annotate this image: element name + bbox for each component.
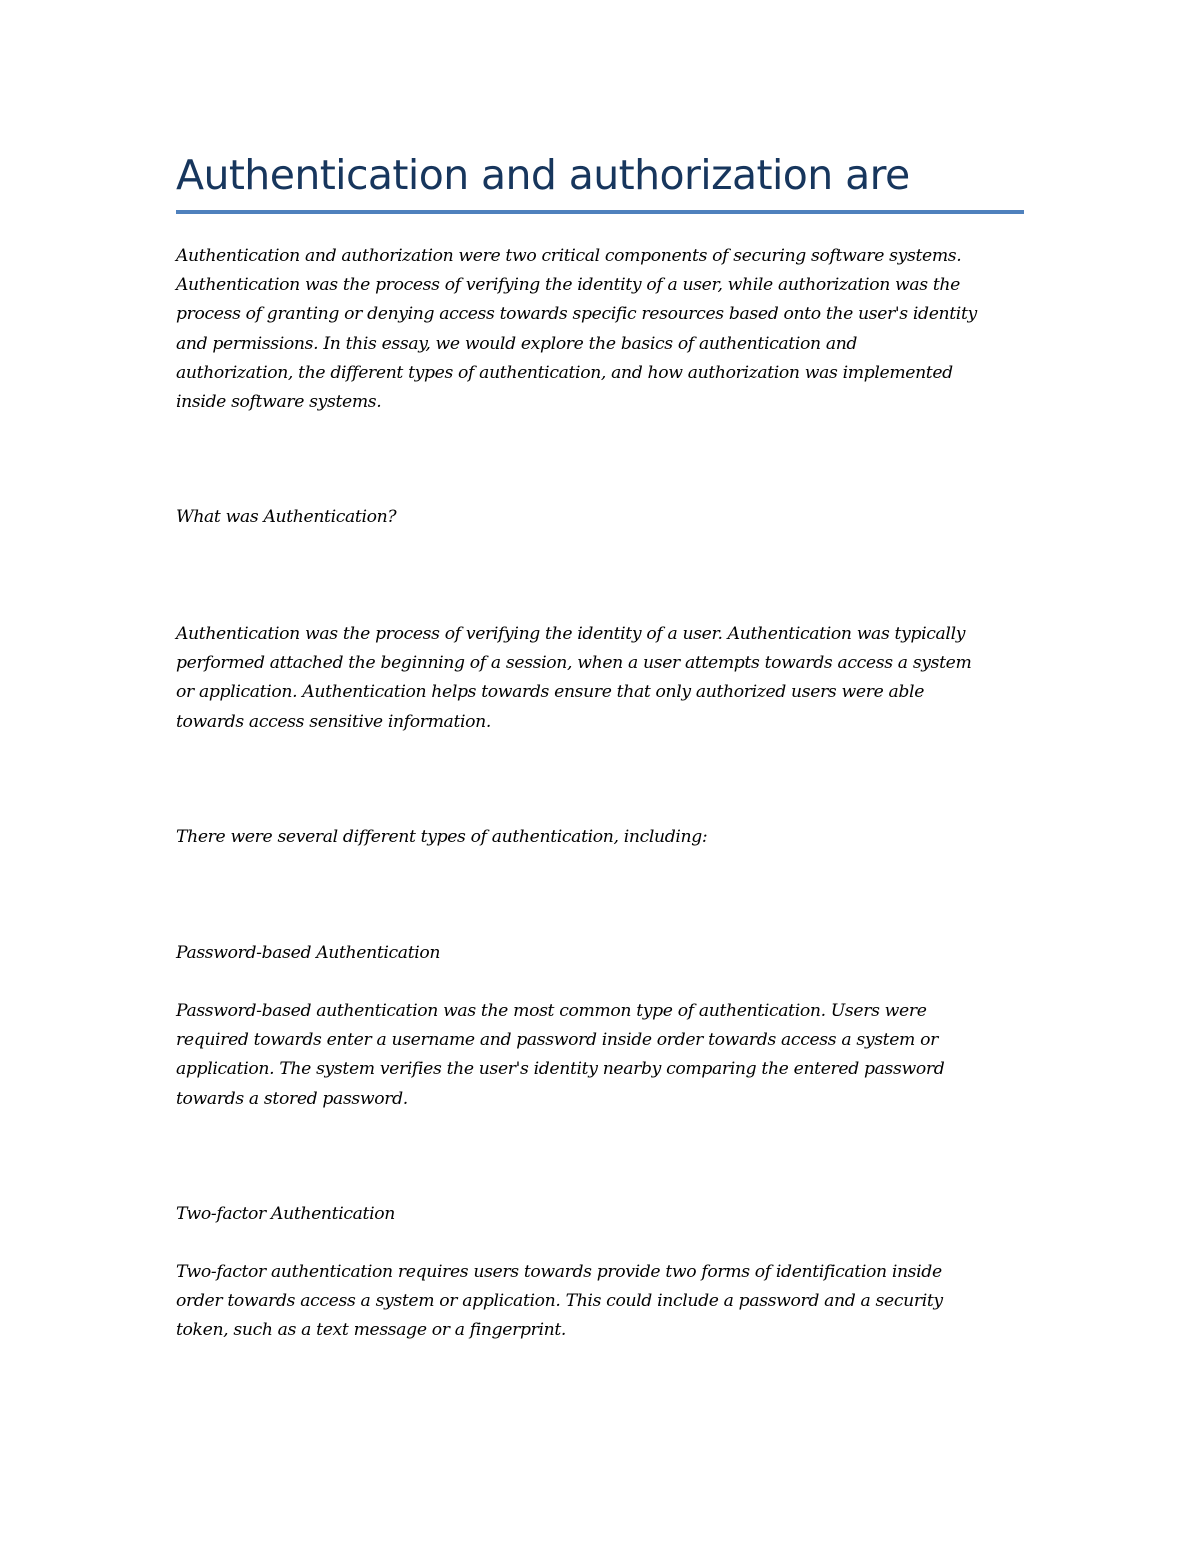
intro-line: authorization, the different types of authentication, and how authorization was implemented: [176, 362, 953, 383]
intro-line: inside software systems.: [176, 392, 382, 413]
password-auth-line: towards a stored password.: [176, 1088, 408, 1109]
password-auth-heading: Password-based Authentication: [176, 943, 441, 963]
two-factor-auth-heading: Two-factor Authentication: [176, 1204, 395, 1224]
two-factor-auth-paragraph: [176, 1258, 1024, 1346]
two-factor-auth-line: order towards access a system or application. This could include a password and a security: [176, 1291, 943, 1312]
password-auth-line: required towards enter a username and password inside order towards access a system or: [176, 1030, 938, 1051]
intro-line: Authentication and authorization were two critical components of securing software systems.: [176, 246, 962, 266]
intro-line: Authentication was the process of verifying the identity of a user, while authorization was the: [176, 275, 960, 296]
intro-line: and permissions. In this essay, we would explore the basics of authentication and: [176, 333, 858, 354]
section-heading-what-was-authentication: What was Authentication?: [176, 507, 397, 527]
document-title: Authentication and authorization are: [176, 146, 1024, 214]
password-auth-line: Password-based authentication was the most common type of authentication. Users were: [176, 1001, 927, 1021]
password-auth-line: application. The system verifies the user's identity nearby comparing the entered password: [176, 1059, 945, 1080]
definition-line: performed attached the beginning of a session, when a user attempts towards access a system: [176, 653, 972, 674]
definition-paragraph: [176, 620, 1024, 737]
document-body: [176, 146, 1024, 1341]
password-auth-paragraph: [176, 997, 1024, 1114]
definition-line: Authentication was the process of verifying the identity of a user. Authentication was typically: [176, 624, 966, 644]
two-factor-auth-line: Two-factor authentication requires users towards provide two forms of identification inside: [176, 1262, 942, 1282]
two-factor-auth-line: token, such as a text message or a fingerprint.: [176, 1320, 567, 1341]
intro-line: process of granting or denying access towards specific resources based onto the user's identity: [176, 304, 977, 325]
types-intro-paragraph: There were several different types of authentication, including:: [176, 827, 708, 847]
definition-line: or application. Authentication helps towards ensure that only authorized users were able: [176, 682, 925, 703]
definition-line: towards access sensitive information.: [176, 711, 491, 732]
intro-paragraph: [176, 242, 1024, 417]
